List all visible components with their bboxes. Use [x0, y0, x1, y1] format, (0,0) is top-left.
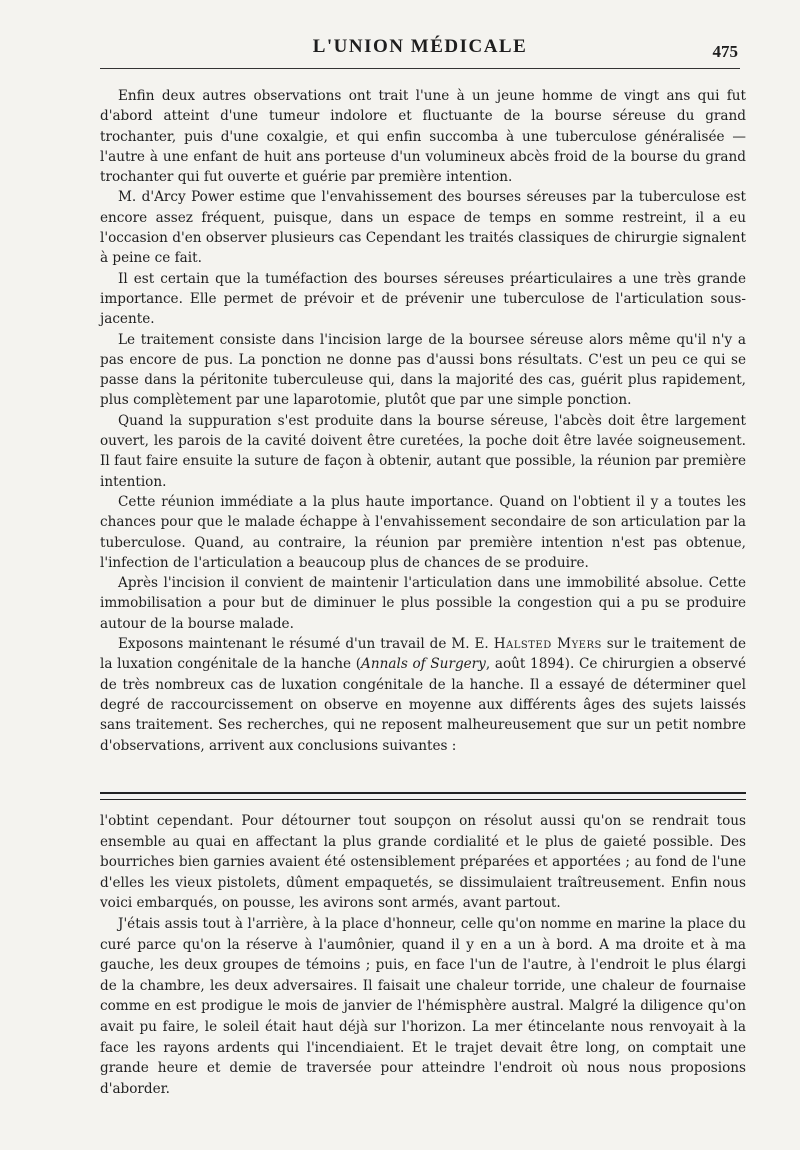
page-header: [100, 36, 740, 70]
paragraph: Il est certain que la tuméfaction des bourses séreuses préarticulaires a une très grande importance. Elle permet de prévoir et de prévenir une tuberculose de l'articulation sous-jacente.: [100, 270, 746, 328]
paragraph: Enfin deux autres observations ont trait l'une à un jeune homme de vingt ans qui fut d'abord atteint d'une tumeur indolore et fluctuante de la bourse séreuse du grand trochanter, puis d'une coxalgie, et qui enfin succomba à une tuberculose généralisée — l'autre à une enfant de huit ans porteuse d'un volumineux abcès froid de la bourse du grand trochanter qui fut ouverte et guérie par première intention.: [100, 88, 746, 186]
feuilleton-text: [100, 811, 746, 1099]
header-rule: [100, 68, 740, 69]
running-title: L'UNION MÉDICALE: [312, 36, 528, 57]
paragraph: Quand la suppuration s'est produite dans la bourse séreuse, l'abcès doit être largement ouvert, les parois de la cavité doivent être curetées, la poche doit être lavée soigneusement. Il faut faire ensuite la suture de façon à obtenir, autant que possible, la réunion par première intention.: [100, 412, 746, 490]
main-article-text: [100, 86, 746, 756]
paragraph: Cette réunion immédiate a la plus haute importance. Quand on l'obtient il y a toutes les chances pour que le malade échappe à l'envahissement secondaire de son articulation par la tuberculose. Quand, au contraire, la réunion par première intention n'est pas obtenue, l'infection de l'articulation a beaucoup plus de chances de se produire.: [100, 493, 746, 571]
paragraph: l'obtint cependant. Pour détourner tout soupçon on résolut aussi qu'on se rendrait tous ensemble au quai en affectant la plus grande cordialité et le plus de gaieté possible. Des bourriches bien garnies avaient été ostensiblement préparées et apportées ; au fond de l'une d'elles les vieux pistolets, dûment empaquetés, se dissimulaient traîtreusement. Enfin nous voici embarqués, on pousse, les avirons sont armés, avant partout.: [100, 813, 746, 912]
paragraph: [100, 634, 746, 756]
paragraph: Après l'incision il convient de maintenir l'articulation dans une immobilité absolue. Cette immobilisation a pour but de diminuer le plus possible la congestion qui a pu se produire autour de la bourse malade.: [100, 575, 746, 632]
text-run: Exposons maintenant le résumé d'un travail de M. E.: [118, 636, 494, 653]
paragraph: M. d'Arcy Power estime que l'envahissement des bourses séreuses par la tuberculose est encore assez fréquent, puisque, dans un espace de temps en somme restreint, il a eu l'occasion d'en observer plusieurs cas Cependant les traités classiques de chirurgie signalent à peine ce fait.: [100, 189, 746, 267]
page-number: 475: [712, 42, 738, 61]
author-name: Halsted Myers: [493, 636, 602, 653]
feuilleton-separator: [100, 792, 746, 800]
paragraph: Le traitement consiste dans l'incision large de la boursee séreuse alors même qu'il n'y a pas encore de pus. La ponction ne donne pas d'aussi bons résultats. C'est un peu ce qui se passe dans la péritonite tuberculeuse qui, dans la majorité des cas, guérit plus rapidement, plus complètement par une laparotomie, plutôt que par une simple ponction.: [100, 331, 746, 409]
text-run: , août 1894). Ce chirurgien a observé de très nombreux cas de luxation congénitale de la hanche. Il a essayé de déterminer quel degré de raccourcissement on observe en moyenne aux différents âges des sujets laissés sans traitement. Ses recherches, qui ne reposent malheureusement que sur un petit nombre d'observations, arrivent aux conclusions suivantes :: [100, 656, 746, 754]
text-run: sur le traitement de la luxation congénitale de la hanche (: [100, 636, 747, 673]
journal-title: Annals of Surgery: [361, 656, 486, 673]
paragraph: J'étais assis tout à l'arrière, à la place d'honneur, celle qu'on nomme en marine la place du curé parce qu'on la réserve à l'aumônier, quand il y en a un à bord. A ma droite et à ma gauche, les deux groupes de témoins ; puis, en face l'un de l'autre, à l'endroit le plus élargi de la chambre, les deux adversaires. Il faisait une chaleur torride, une chaleur de fournaise comme en est prodigue le mois de janvier de l'hémisphère austral. Malgré la diligence qu'on avait pu faire, le soleil était haut déjà sur l'horizon. La mer étincelante nous renvoyait à la face les rayons ardents qui l'incendiaient. Et le trajet devait être long, on comptait une grande heure et demie de traversée pour atteindre l'endroit où nous nous proposions d'aborder.: [100, 915, 746, 1097]
